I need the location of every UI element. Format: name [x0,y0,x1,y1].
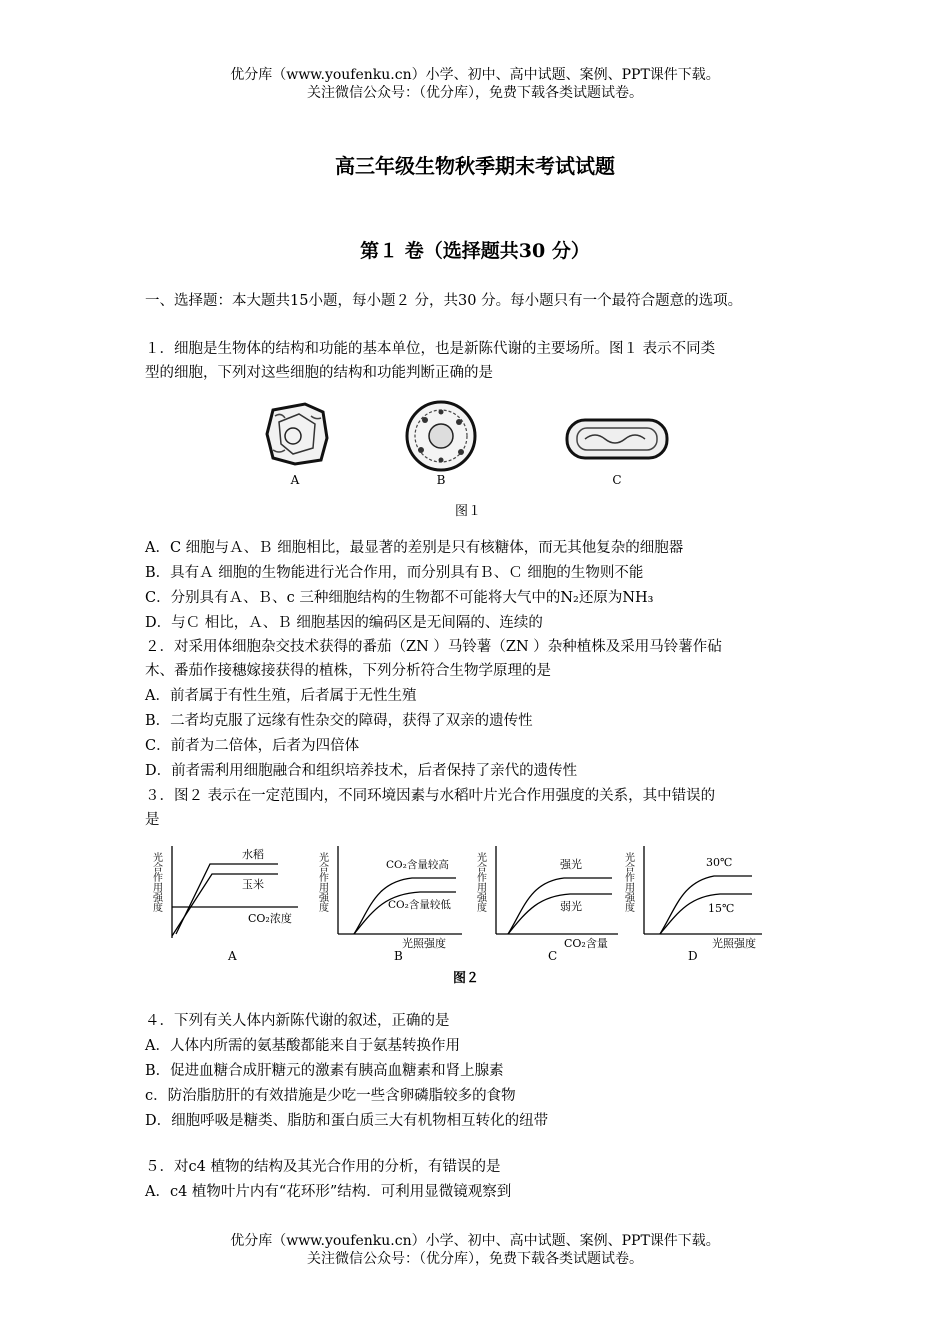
q1-option-b: B．具有Ａ 细胞的生物能进行光合作用，而分别具有Ｂ、Ｃ 细胞的生物则不能 [145,565,644,581]
graph-d-curve2: 15℃ [708,902,735,915]
page-footer-line-2: 关注微信公众号：（优分库），免费下载各类试题试卷。 [307,1251,643,1267]
graph-a [151,846,299,963]
q1-option-a: A．C 细胞与Ａ、Ｂ 细胞相比，最显著的差别是只有核糖体，而无其他复杂的细胞器 [145,540,684,556]
q2-option-a: A．前者属于有性生殖，后者属于无性生殖 [145,688,417,704]
graph-c-ylabel: 光合作用强度 [474,852,486,912]
q2-option-d: D．前者需利用细胞融合和组织培养技术，后者保持了亲代的遗传性 [145,763,578,779]
graph-a-label: A [228,949,237,963]
q4-option-b: B．促进血糖合成肝糖元的激素有胰高血糖素和肾上腺素 [145,1063,504,1079]
q1-stem-line-2: 型的细胞，下列对这些细胞的结构和功能判断正确的是 [145,365,493,381]
graph-d-curve1: 30℃ [706,856,733,869]
page-header-line-1: 优分库（www.youfenku.cn）小学、初中、高中试题、案例、PPT课件下载。 [230,67,720,83]
q4-stem: ４．下列有关人体内新陈代谢的叙述，正确的是 [145,1013,450,1029]
figure-2-graphs [150,838,770,988]
q2-option-b: B．二者均克服了远缘有性杂交的障碍，获得了双亲的遗传性 [145,713,533,729]
graph-a-ylabel: 光合作用强度 [150,852,162,912]
graph-d-xlabel: 光照强度 [712,937,756,950]
q5-stem: ５．对c4 植物的结构及其光合作用的分析，有错误的是 [145,1159,501,1175]
instructions: 一、选择题：本大题共15小题，每小题２ 分，共30 分。每小题只有一个最符合题意的选项。 [145,293,743,309]
figure-1-cells [255,398,675,490]
cell-c-image [567,420,667,458]
cell-b-label: B [436,473,446,487]
graph-b-curve2: CO₂含量较低 [388,899,451,911]
graph-c-xlabel: CO₂含量 [564,937,608,950]
q5-option-a: A．c4 植物叶片内有“花环形”结构．可利用显微镜观察到 [145,1184,512,1200]
graph-b-ylabel: 光合作用强度 [316,852,328,912]
q3-stem-line-2: 是 [145,812,160,828]
q3-stem-line-1: ３．图２ 表示在一定范围内，不同环境因素与水稻叶片光合作用强度的关系，其中错误的 [145,788,716,804]
q4-option-a: A．人体内所需的氨基酸都能来自于氨基转换作用 [145,1038,460,1054]
figure-1-caption: 图１ [455,504,482,519]
cell-b-image [407,402,475,470]
page-footer-line-1: 优分库（www.youfenku.cn）小学、初中、高中试题、案例、PPT课件下载。 [230,1233,720,1249]
q2-option-c: C．前者为二倍体，后者为四倍体 [145,738,360,754]
graph-b-xlabel: 光照强度 [402,937,446,950]
graph-d [623,846,763,963]
graph-b-curve1: CO₂含量较高 [386,859,449,871]
graph-a-curve2: 玉米 [242,878,264,891]
graph-d-label: D [688,949,698,963]
cell-a-image [267,404,327,464]
graph-c-label: C [548,949,558,963]
q4-option-c: c．防治脂肪肝的有效措施是少吃一些含卵磷脂较多的食物 [145,1088,516,1104]
q2-stem-line-2: 木、番茄作接穗嫁接获得的植株，下列分析符合生物学原理的是 [145,663,551,679]
graph-b-label: B [394,949,403,963]
q1-option-d: D．与Ｃ 相比，Ａ、Ｂ 细胞基因的编码区是无间隔的、连续的 [145,615,543,631]
q1-stem-line-1: １．细胞是生物体的结构和功能的基本单位，也是新陈代谢的主要场所。图１ 表示不同类 [145,341,716,357]
exam-title: 高三年级生物秋季期末考试试题 [335,154,615,178]
cell-c-label: C [612,473,622,487]
graph-c-curve1: 强光 [560,858,582,871]
graph-a-curve1: 水稻 [242,848,264,861]
q2-stem-line-1: ２．对采用体细胞杂交技术获得的番茄（ZN ）马铃薯（ZN ）杂种植株及采用马铃薯作砧 [145,639,722,655]
graph-c [475,846,619,963]
q4-option-d: D．细胞呼吸是糖类、脂肪和蛋白质三大有机物相互转化的纽带 [145,1113,549,1129]
graph-b [317,846,463,963]
q1-option-c: C．分别具有Ａ、Ｂ、c 三种细胞结构的生物都不可能将大气中的N₂还原为NH₃ [145,590,654,606]
graph-d-ylabel: 光合作用强度 [622,852,634,912]
page-header-line-2: 关注微信公众号：（优分库），免费下载各类试题试卷。 [307,85,643,101]
figure-2-caption: 图２ [453,971,480,986]
cell-a-label: A [290,473,300,487]
section-title: 第１ 卷（选择题共30 分） [360,240,590,262]
graph-a-xlabel: CO₂浓度 [248,912,292,925]
graph-c-curve2: 弱光 [560,900,582,913]
